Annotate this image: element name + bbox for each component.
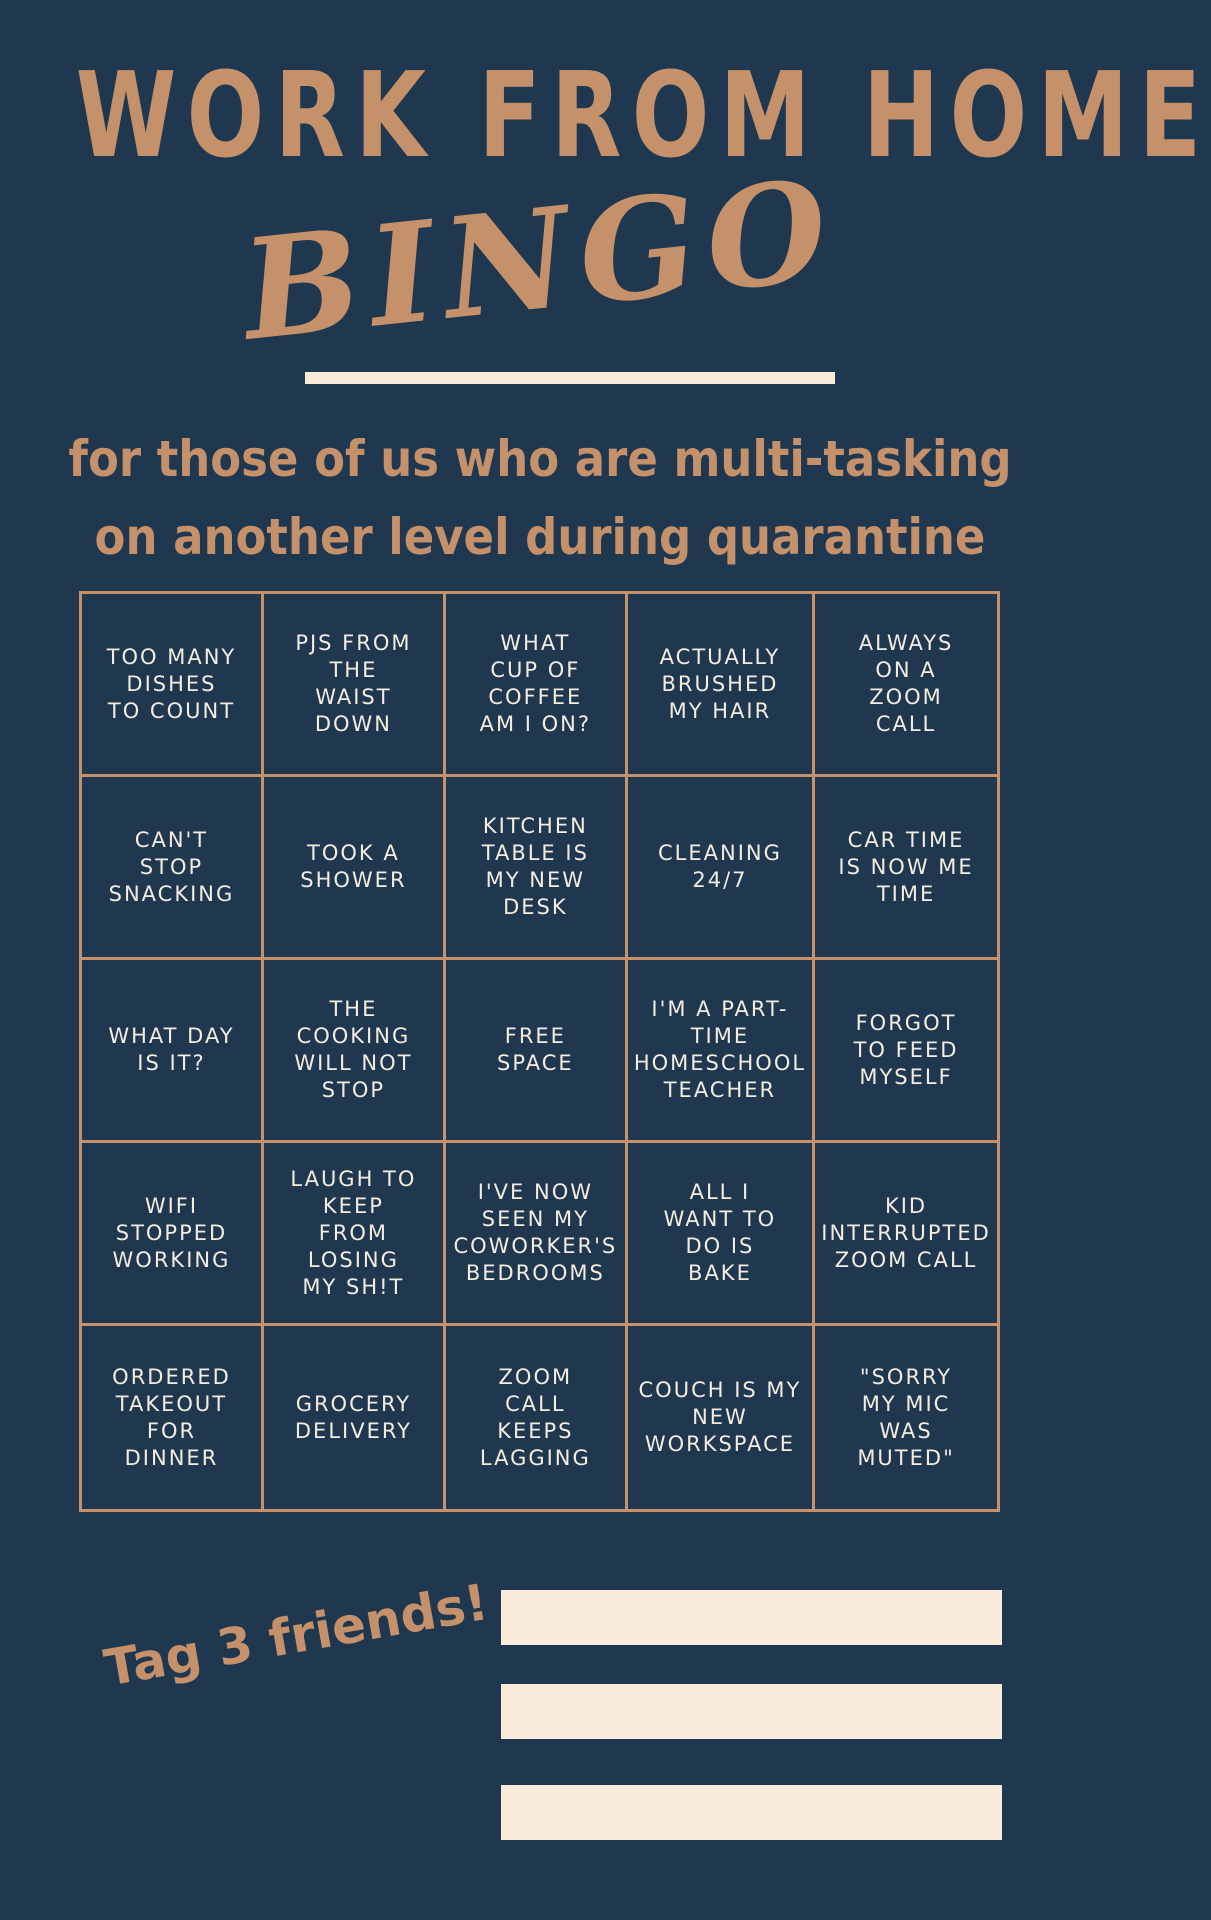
bingo-cell[interactable]: GROCERY DELIVERY (264, 1326, 446, 1509)
free-space-cell[interactable]: FREE SPACE (446, 960, 628, 1143)
friend-tag-field-1[interactable] (501, 1590, 1002, 1645)
bingo-cell[interactable]: LAUGH TO KEEP FROM LOSING MY SH!T (264, 1143, 446, 1326)
bingo-cell[interactable]: THE COOKING WILL NOT STOP (264, 960, 446, 1143)
page-title: WORK FROM HOME (75, 46, 1211, 184)
bingo-cell[interactable]: WIFI STOPPED WORKING (82, 1143, 264, 1326)
bingo-cell[interactable]: WHAT CUP OF COFFEE AM I ON? (446, 594, 628, 777)
bingo-cell[interactable]: CAN'T STOP SNACKING (82, 777, 264, 960)
bingo-cell[interactable]: I'M A PART- TIME HOMESCHOOL TEACHER (628, 960, 815, 1143)
bingo-cell[interactable]: TOOK A SHOWER (264, 777, 446, 960)
friend-tag-field-3[interactable] (501, 1785, 1002, 1840)
bingo-cell[interactable]: PJS FROM THE WAIST DOWN (264, 594, 446, 777)
bingo-cell[interactable]: KID INTERRUPTED ZOOM CALL (815, 1143, 997, 1326)
bingo-cell[interactable]: CLEANING 24/7 (628, 777, 815, 960)
bingo-cell[interactable]: ORDERED TAKEOUT FOR DINNER (82, 1326, 264, 1509)
bingo-cell[interactable]: CAR TIME IS NOW ME TIME (815, 777, 997, 960)
bingo-cell[interactable]: COUCH IS MY NEW WORKSPACE (628, 1326, 815, 1509)
subtitle: for those of us who are multi-tasking on another level during quarantine (68, 430, 1012, 566)
bingo-heading: BINGO (235, 147, 845, 372)
bingo-cell[interactable]: TOO MANY DISHES TO COUNT (82, 594, 264, 777)
bingo-cell[interactable]: ACTUALLY BRUSHED MY HAIR (628, 594, 815, 777)
bingo-cell[interactable]: I'VE NOW SEEN MY COWORKER'S BEDROOMS (446, 1143, 628, 1326)
bingo-cell[interactable]: "SORRY MY MIC WAS MUTED" (857, 1364, 955, 1470)
bingo-cell[interactable]: ZOOM CALL KEEPS LAGGING (446, 1326, 628, 1509)
bingo-cell[interactable]: WHAT DAY IS IT? (82, 960, 264, 1143)
bingo-cell[interactable]: ALWAYS ON A ZOOM CALL (815, 594, 997, 777)
bingo-cell[interactable]: KITCHEN TABLE IS MY NEW DESK (446, 777, 628, 960)
tag-friends-label: Tag 3 friends! (99, 1573, 493, 1698)
bingo-cell[interactable]: ALL I WANT TO DO IS BAKE (628, 1143, 815, 1326)
divider (305, 372, 835, 384)
friend-tag-field-2[interactable] (501, 1684, 1002, 1739)
bingo-cell[interactable]: FORGOT TO FEED MYSELF (815, 960, 997, 1143)
bingo-board (79, 591, 1000, 1512)
